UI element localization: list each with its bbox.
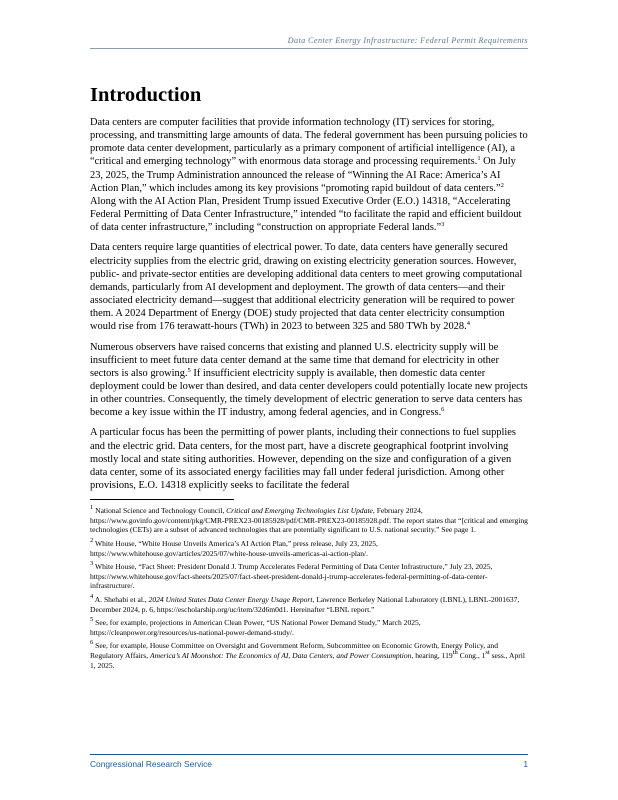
footnote-text: National Science and Technology Council, — [93, 506, 227, 516]
footnote-ref-6[interactable]: 6 — [441, 406, 445, 414]
paragraph-3 — [90, 341, 529, 420]
ordinal-suffix: th — [452, 648, 458, 656]
main-content — [90, 82, 529, 674]
footnote-number: 1 — [90, 504, 94, 512]
footer-publisher: Congressional Research Service — [90, 759, 212, 769]
p3-text-1: Numerous observers have raised concerns that existing and planned U.S. electricity supply will be insufficient to meet future data center demand at the same time that demand for electricity in other sectors is also growing. — [90, 341, 499, 379]
footnote-text: sess., April 1, 2025. — [90, 650, 525, 670]
footnote-ref-3[interactable]: 3 — [441, 221, 445, 229]
footnote-ref-5[interactable]: 5 — [187, 366, 191, 374]
footnote-text: See, for example, projections in American Clean Power, “US National Power Demand Study,” March 2025, https://cleanpower.org/resources/us-national-power-demand-study/. — [90, 618, 421, 637]
p2-text-1: Data centers require large quantities of electrical power. To date, data centers have generally secured electricity supplies from the electric grid, drawing on existing electricity generation sources. However, public- and private-sector entities are developing additional data centers to meet growing computational demands, particularly from AI development and deployment. The growth of data centers—and their associated electricity demand—suggest that additional electricity generation will be required to power them. A 2024 Department of Energy (DOE) study projected that data center electricity consumption would rise from 176 terawatt-hours (TWh) in 2023 to between 325 and 580 TWh by 2028. — [90, 242, 523, 333]
footnote-text: , February 2024, https://www.govinfo.gov/content/pkg/CMR-PREX23-00185928/pdf/CMR-PREX23-00185928.pdf. The report states that “[critical and emerging technologies (CETs) are a subset of advanced technologies that are potentially significant to U.S. national security.” See page 1. — [90, 506, 528, 535]
paragraph-2 — [90, 241, 529, 333]
paragraph-1 — [90, 116, 529, 234]
header-rule — [90, 48, 528, 49]
footnote-ref-2[interactable]: 2 — [500, 181, 504, 189]
footnote-title: Critical and Emerging Technologies List Update — [226, 506, 373, 516]
running-header: Data Center Energy Infrastructure: Federal Permit Requirements — [287, 36, 528, 45]
footnote-text: , Lawrence Berkeley National Laboratory (LBNL), LBNL-2001637, December 2024, p. 6, https://escholarship.org/uc/item/32d6m0d1. Hereinafter “LBNL report.” — [90, 594, 520, 614]
footnote-1 — [90, 506, 529, 535]
paragraph-4 — [90, 426, 529, 492]
footnote-text: A. Shehabi et al., — [93, 594, 149, 604]
p4-text-1: A particular focus has been the permitting of power plants, including their connections to fuel supplies and the electric grid. Data centers, for the most part, have a discrete geographical footprint involving mostly local and state siting authorities. However, depending on the size and configuration of a given data center, some of its associated energy facilities may fall under federal jurisdiction. Among other provisions, E.O. 14318 explicitly seeks to facilitate the federal — [90, 427, 516, 492]
footnote-ref-4[interactable]: 4 — [466, 320, 470, 328]
footnote-2 — [90, 539, 529, 558]
ordinal-suffix: st — [485, 648, 490, 656]
p3-text-2: If insufficient electricity supply is available, then domestic data center deployment could be lower than desired, and data center developers could potentially locate new projects in other countries. Consequently, the timely development of electric generation to serve data centers has become a key issue within the IT industry, among federal agencies, and in Congress. — [90, 367, 528, 419]
section-heading: Introduction — [90, 84, 202, 106]
footnote-number: 6 — [90, 639, 94, 647]
footnote-ref-1[interactable]: 1 — [477, 155, 481, 163]
footnote-title: America’s AI Moonshot: The Economics of AI, Data Centers, and Power Consumption — [150, 650, 412, 660]
footnote-text: Cong., 1 — [457, 650, 486, 660]
footnote-rule — [90, 499, 234, 500]
footnote-6 — [90, 641, 529, 670]
footnote-4 — [90, 592, 529, 614]
footnote-number: 5 — [90, 616, 94, 624]
page-number: 1 — [523, 759, 528, 769]
footnote-text: White House, “White House Unveils America’s AI Action Plan,” press release, July 23, 2025, https://www.whitehouse.gov/articles/2025/07/white-house-unveils-americas-ai-action-plan/. — [90, 539, 378, 558]
footnote-number: 3 — [90, 560, 94, 568]
footnote-text: , hearing, 119 — [411, 650, 453, 660]
footnote-number: 4 — [90, 592, 94, 600]
p1-text-3: Along with the AI Action Plan, President Trump issued Executive Order (E.O.) 14318, “Accelerating Federal Permitting of Data Center Infrastructure,” intended “to facilitate the rapid and efficient buildout of data center infrastructure,” including “construction on appropriate Federal lands.” — [90, 195, 522, 234]
footnote-3 — [90, 562, 529, 591]
footnote-text: White House, “Fact Sheet: President Donald J. Trump Accelerates Federal Permitting of Data Center Infrastructure,” July 23, 2025, https://www.whitehouse.gov/fact-sheets/2025/07/fact-sheet-president-donald-j-trump-accelerates-federal-permitting-of-data-center-infrastructure/. — [90, 562, 493, 591]
p1-text-2: On July 23, 2025, the Trump Administration announced the release of “Winning the AI Race: America’s AI Action Plan,” which includes among its key provisions “promoting rapid buildout of data centers.” — [90, 156, 516, 194]
p1-text-1: Data centers are computer facilities that provide information technology (IT) services for storing, processing, and transmitting large amounts of data. The federal government has been pursuing policies to promote data center development, particularly as a primary component of artificial intelligence (AI), a “critical and emerging technology” with enormous data storage and processing requirements. — [90, 117, 528, 168]
footnote-number: 2 — [90, 537, 94, 544]
footnote-title: 2024 United States Data Center Energy Usage Report — [148, 594, 313, 604]
footnote-5 — [90, 618, 529, 637]
footnote-text: See, for example, House Committee on Oversight and Government Reform, Subcommittee on Economic Growth, Energy Policy, and Regulatory Affairs, — [90, 641, 498, 660]
footer-rule — [90, 754, 528, 755]
